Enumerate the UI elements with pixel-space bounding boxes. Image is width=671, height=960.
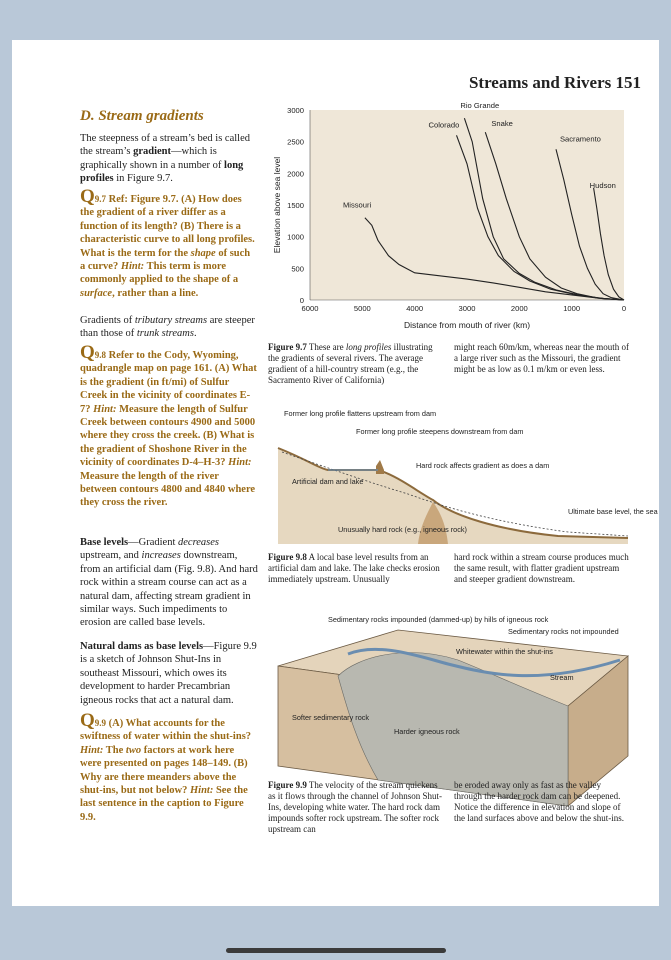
label-sedimentary-impounded: Sedimentary rocks impounded (dammed-up) by hills of igneous rock — [328, 615, 549, 624]
question-9-8 — [80, 342, 258, 510]
figure-9-8-caption-col2: hard rock within a stream course produces much the same result, with flatter gradient upstream and steeper gradient downstream. — [454, 552, 629, 584]
question-number: 9.9 — [94, 718, 107, 728]
question-hint-label-2: Hint: — [190, 785, 214, 797]
figure-9-9-caption — [268, 780, 444, 835]
tributary-text-end: . — [193, 328, 197, 340]
page-header: Streams and Rivers 151 — [468, 73, 641, 92]
figure-9-7-caption — [268, 342, 444, 386]
figure-label: Figure 9.7 — [268, 342, 307, 352]
question-hint-label-2: Hint: — [228, 457, 252, 469]
caption-em: long profiles — [345, 342, 392, 352]
home-indicator[interactable] — [226, 948, 446, 953]
base-level-diagram — [268, 408, 658, 544]
label-artificial-dam: Artificial dam and lake — [292, 477, 364, 486]
label-stream: Stream — [550, 673, 574, 682]
question-hint-label: Hint: — [80, 744, 104, 756]
base-levels-heading: Base levels — [80, 537, 129, 548]
y-tick-label: 500 — [291, 264, 304, 274]
series-label: Sacramento — [559, 134, 601, 144]
question-text-3: factors at work here were presented on pages 148–149. (B) Why are there meanders above the shut-ins, but not below? — [80, 744, 248, 797]
base-levels-em-1: decreases — [178, 537, 220, 548]
label-ultimate-base: Ultimate base level, the sea — [568, 507, 658, 516]
caption-text: These are — [306, 342, 346, 352]
base-levels-text-mid: upstream, and — [80, 550, 142, 562]
caption-text: The velocity of the stream quickens as it flows through the channel of Johnson Shut-Ins, developing white water. The hard rock dam impounds softer rock upstream. The softer rock upstream can — [268, 780, 442, 834]
viewer-top-bar — [0, 0, 671, 40]
label-sedimentary-not: Sedimentary rocks not impounded — [508, 627, 619, 636]
intro-text: The steepness of a stream’s bed is called the stream’s — [80, 133, 250, 158]
figure-label: Figure 9.9 — [268, 780, 307, 790]
question-em: shape — [190, 247, 216, 259]
question-text-2: The — [103, 744, 126, 756]
y-tick-label: 2000 — [287, 169, 304, 179]
base-levels-text-end: downstream, from an artificial dam (Fig. 9.8). And hard rock within a stream course can act as a natural dam, affecting stream gradient in similar ways. Such impediments to erosion are called base levels. — [80, 550, 258, 629]
y-axis-label: Elevation above sea level — [272, 156, 282, 254]
y-tick-label: 1000 — [287, 232, 304, 242]
label-unusually-hard: Unusually hard rock (e.g., igneous rock) — [338, 525, 467, 534]
tributary-text-mid: are steeper than those of — [80, 315, 255, 340]
caption-text-post: illustrating the gradients of several rivers. The average gradient of a hill-country stream (e.g., the Sacramento River of California) — [268, 342, 433, 385]
figure-9-7-caption-col2: might reach 60m/km, whereas near the mouth of a large river such as the Missouri, the gradient might be as low as 0.1 m/km or even less. — [454, 342, 629, 374]
intro-term-gradient: gradient — [133, 146, 171, 158]
x-tick-label: 4000 — [406, 304, 424, 313]
label-softer-rock: Softer sedimentary rock — [292, 713, 370, 722]
question-text-2: Measure the length of Sulfur Creek between contours 4900 and 5000 where they cross the creek. (B) What is the gradient of Shoshone River in the vicinity of coordinates D-4–H-3? — [80, 403, 256, 469]
natural-dams-heading: Natural dams as base levels — [80, 641, 204, 652]
dam-shape — [376, 460, 384, 474]
x-tick-label: 0 — [621, 304, 627, 313]
question-text-end: , rather than a line. — [112, 287, 199, 299]
intro-paragraph — [80, 132, 258, 186]
series-label: Rio Grande — [460, 101, 500, 111]
label-former-flattens: Former long profile flattens upstream from dam — [284, 409, 437, 418]
x-tick-label: 3000 — [458, 304, 476, 313]
question-text: (A) What accounts for the swiftness of water within the shut-ins? — [80, 718, 252, 743]
tributary-em: tributary streams — [134, 315, 208, 326]
base-levels-text: —Gradient — [128, 537, 178, 548]
series-label: Snake — [491, 119, 513, 129]
question-text-3: Measure the length of the river between contours 4800 and 4840 where they cross the river. — [80, 470, 256, 509]
question-text-4: See the last sentence in the caption to Figure 9.9. — [80, 785, 248, 823]
tributary-paragraph — [80, 314, 258, 341]
base-levels-em-2: increases — [141, 550, 181, 562]
long-profile-chart — [264, 101, 644, 334]
y-tick-label: 3000 — [287, 106, 304, 115]
tributary-text: Gradients of — [80, 315, 135, 326]
caption-text: A local base level results from an artificial dam and lake. The lake checks erosion immediately upstream. Unusually — [268, 552, 440, 584]
x-tick-label: 5000 — [353, 304, 371, 313]
intro-text-mid: —which is graphically shown in a number of — [80, 146, 225, 171]
question-marker: Q — [80, 710, 95, 731]
question-9-7 — [80, 186, 258, 300]
question-em-2: surface — [80, 287, 113, 299]
section-title: D. Stream gradients — [80, 108, 204, 124]
question-em: two — [125, 744, 142, 756]
question-text-mid: of such a curve? — [80, 247, 251, 273]
x-tick-label: 6000 — [301, 304, 319, 313]
figure-9-9-caption-col2: be eroded away only as fast as the valley through the harder rock dam can be deepened. Notice the difference in elevation and slope of the land surfaces above and below the shut-ins. — [454, 780, 624, 823]
y-tick-label: 0 — [299, 296, 304, 305]
question-marker: Q — [80, 342, 95, 363]
label-hard-rock: Hard rock affects gradient as does a dam — [416, 461, 550, 470]
x-tick-label: 2000 — [510, 304, 528, 313]
document-page — [12, 40, 659, 906]
question-marker: Q — [80, 186, 95, 207]
series-label: Colorado — [428, 120, 460, 130]
label-harder-rock: Harder igneous rock — [394, 727, 460, 736]
series-label: Hudson — [589, 180, 616, 190]
trunk-em: trunk streams — [136, 328, 194, 340]
figure-9-8-caption — [268, 552, 444, 585]
x-tick-label: 1000 — [563, 304, 581, 313]
base-levels-paragraph — [80, 536, 258, 630]
intro-term-long-profiles: long profiles — [80, 159, 244, 185]
series-label: Missouri — [342, 200, 372, 210]
label-whitewater: Whitewater within the shut-ins — [456, 647, 553, 656]
question-hint-label: Hint: — [93, 403, 117, 415]
intro-text-end: in Figure 9.7. — [113, 173, 173, 185]
question-text: Refer to the Cody, Wyoming, quadrangle map on page 161. (A) What is the gradient (in ft/mi) of Sulfur Creek in the vicinity of coordinates E-7? — [80, 350, 257, 415]
question-number: 9.8 — [94, 350, 107, 360]
y-tick-label: 1500 — [287, 201, 304, 210]
question-hint-label: Hint: — [120, 261, 145, 273]
x-axis-label: Distance from mouth of river (km) — [403, 320, 531, 330]
question-number: 9.7 — [94, 194, 107, 204]
figure-label: Figure 9.8 — [268, 552, 307, 562]
label-former-steepens: Former long profile steepens downstream from dam — [356, 427, 524, 436]
question-9-9 — [80, 710, 258, 824]
question-text: Ref: Figure 9.7. (A) How does the gradient of a river differ as a function of its length? (B) There is a characteristic curve to all long profiles. What is the term for the — [80, 194, 255, 259]
natural-dams-text: —Figure 9.9 is a sketch of Johnson Shut-Ins in southeast Missouri, which owes its development to harder Precambrian igneous rocks that act a natural dam. — [80, 641, 257, 706]
natural-dams-paragraph — [80, 640, 258, 707]
question-text-post: This term is more commonly applied to the shape of a — [80, 261, 239, 286]
y-tick-label: 2500 — [287, 137, 304, 147]
